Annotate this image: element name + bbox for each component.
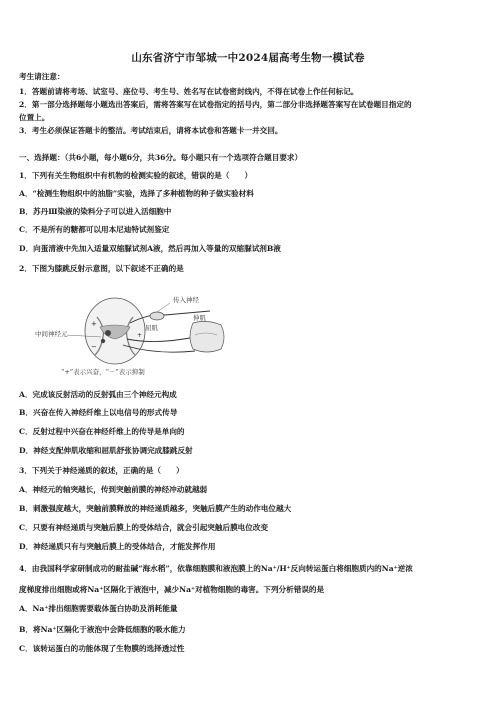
section-heading: 一、选择题：（共6小题，每小题6分，共36分。每小题只有一个选项符合题目要求） (19, 153, 303, 162)
q3-option-c: C．只要有神经递质与突触后膜上的受体结合，就会引起突触后膜电位改变 (19, 523, 269, 532)
svg-text:+: + (91, 320, 97, 328)
notice-item-2: 2．第一部分选择题每小题选出答案后，需将答案写在试卷指定的括号内，第二部分非选择题答案写在试卷题目指定的 (19, 100, 412, 109)
figure-legend: “+”表示兴奋，“－”表示抑制 (61, 368, 145, 376)
q2-option-d: D．神经支配伸肌收缩和屈肌舒张协调完成膝跳反射 (19, 446, 193, 455)
q2-stem: 2．下图为膝跳反射示意图，以下叙述不正确的是 (19, 264, 184, 273)
q4-option-b: B．将Na⁺区隔化于液泡中会降低细胞的吸水能力 (19, 625, 186, 634)
q4-option-c: C．该转运蛋白的功能体现了生物膜的选择透过性 (19, 644, 185, 653)
q3-option-d: D．神经递质只有与突触后膜上的受体结合，才能发挥作用 (19, 542, 216, 551)
q2-option-c: C．反射过程中兴奋在神经纤维上的传导是单向的 (19, 427, 185, 436)
q2-option-a: A．完成该反射活动的反射弧由三个神经元构成 (19, 390, 177, 399)
label-afferent-nerve: 传入神经 (173, 296, 199, 304)
q4-stem-line-2: 度梯度排出细胞或将Na⁺区隔化于液泡中，减少Na⁺对植物细胞的毒害。下列分析错误的是 (19, 585, 325, 594)
q1-stem: 1．下列有关生物组织中有机物的检测实验的叙述，错误的是（ ） (19, 171, 253, 180)
notice-heading: 考生请注意： (19, 72, 65, 81)
q1-option-a: A．“检测生物组织中的油脂”实验，选择了多种植物的种子做实验材料 (19, 189, 254, 198)
q1-option-d: D．向蛋清液中先加入适量双缩脲试剂A液，然后再加入等量的双缩脲试剂B液 (19, 244, 281, 253)
q1-option-c: C．不是所有的糖都可以用本尼迪特试剂鉴定 (19, 225, 170, 234)
q3-option-a: A．神经元的轴突越长，传到突触前膜的神经冲动就越弱 (19, 485, 208, 494)
q1-option-b: B．苏丹Ⅲ染液的染料分子可以进入活细胞中 (19, 207, 172, 216)
notice-item-3: 3．考生必须保证答题卡的整洁。考试结束后，请将本试卷和答题卡一并交回。 (19, 126, 283, 135)
label-extensor: 伸肌 (193, 314, 206, 322)
notice-item-1: 1．答题前请将考场、试室号、座位号、考生号、姓名写在试卷密封线内，不得在试卷上作任何标记。 (19, 87, 359, 96)
q4-option-a: A．Na⁺排出细胞需要载体蛋白协助及消耗能量 (19, 604, 178, 613)
label-flexor: 屈肌 (145, 324, 158, 332)
q3-stem: 3．下列关于神经递质的叙述，正确的是（ ） (19, 466, 184, 475)
page-title: 山东省济宁市邹城一中2024届高考生物一模试卷 (131, 52, 365, 64)
q4-stem-line-1: 4．由我国科学家研制成功的耐盐碱“海水稻”，依靠细胞膜和液泡膜上的Na⁺/H⁺反向转运蛋白将细胞质内的Na⁺逆浓 (19, 564, 413, 573)
label-interneuron: 中间神经元 (35, 330, 68, 338)
knee-reflex-diagram (35, 293, 240, 378)
q2-option-b: B．兴奋在传入神经纤维上以电信号的形式传导 (19, 408, 178, 417)
svg-text:+: + (137, 332, 143, 339)
knee-reflex-drawing (45, 293, 240, 378)
svg-text:−: − (91, 343, 97, 351)
notice-item-2-cont: 位置上。 (19, 113, 50, 122)
q3-option-b: B．刺激强度越大，突触前膜释放的神经递质越多，突触后膜产生的动作电位越大 (19, 504, 292, 513)
